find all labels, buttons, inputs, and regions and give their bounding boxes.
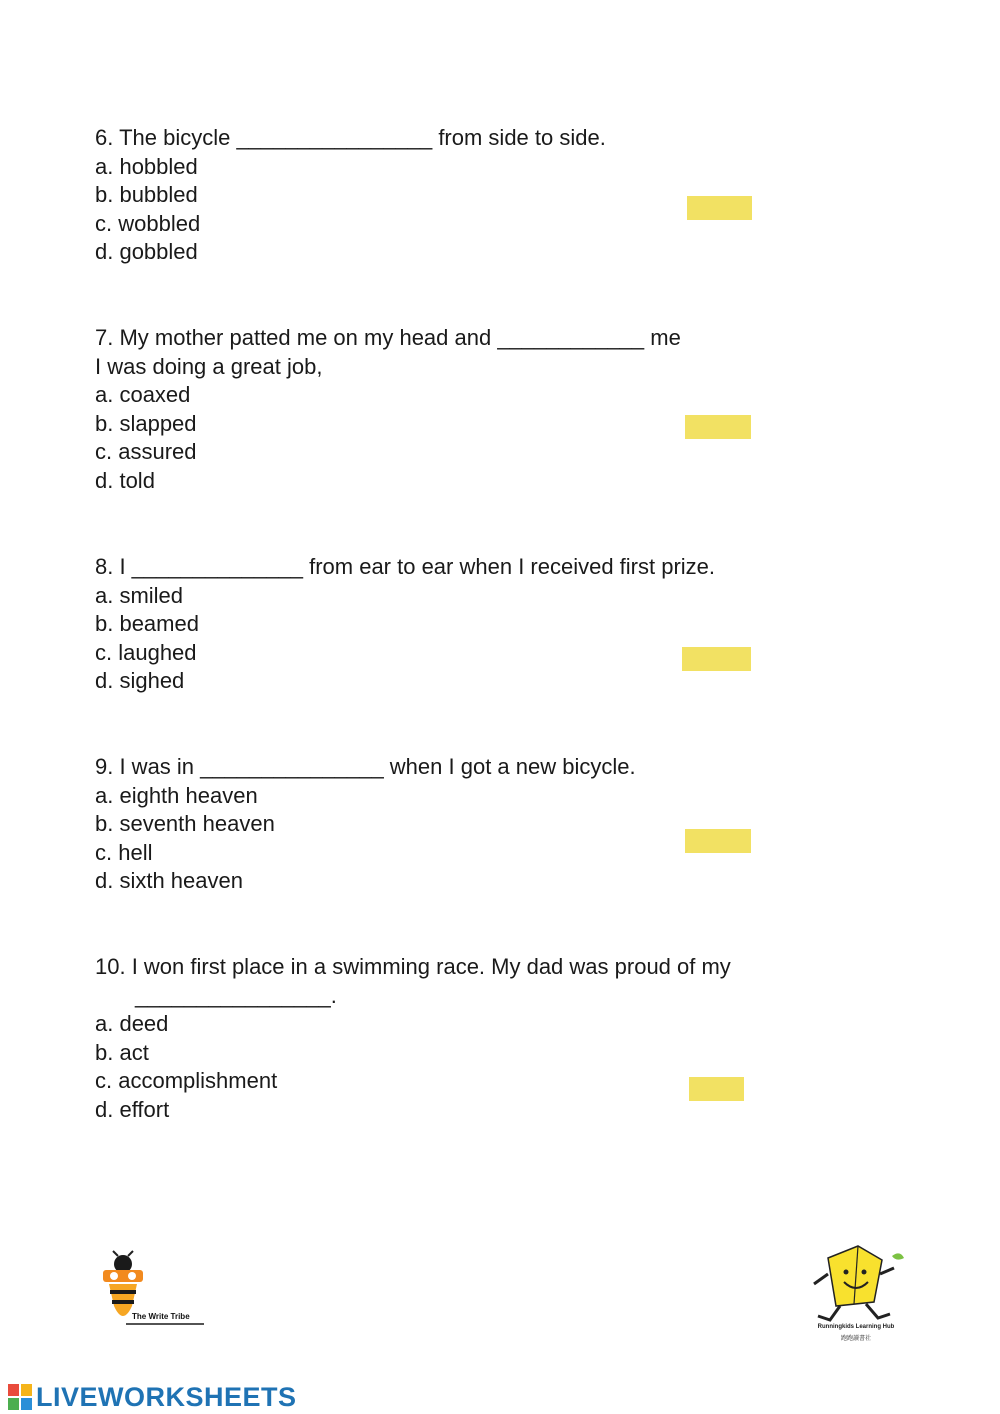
option-d: d. sighed (95, 668, 185, 694)
question-stem-continued: ________________. (135, 982, 337, 1008)
option-d: d. effort (95, 1096, 170, 1122)
question-stem-continued: I was doing a great job, (95, 353, 323, 379)
answer-input-7[interactable] (685, 415, 751, 439)
option-a: a. deed (95, 1011, 169, 1037)
option-b: b. slapped (95, 410, 197, 436)
option-c: c. laughed (95, 639, 197, 665)
option-a: a. hobbled (95, 153, 198, 179)
answer-input-9[interactable] (685, 829, 751, 853)
option-b: b. beamed (95, 611, 199, 637)
option-c: c. wobbled (95, 210, 201, 236)
option-a: a. coaxed (95, 382, 191, 408)
liveworksheets-brand (8, 1380, 297, 1414)
question-stem: 6. The bicycle ________________ from side to side. (95, 125, 606, 150)
question-9 (95, 753, 815, 896)
option-d: d. gobbled (95, 239, 198, 265)
question-8 (95, 553, 815, 696)
option-d: d. sixth heaven (95, 868, 243, 894)
option-b: b. act (95, 1039, 149, 1065)
question-stem: 7. My mother patted me on my head and ____________ me (95, 325, 681, 350)
runningkids-logo (806, 1244, 906, 1344)
option-a: a. smiled (95, 582, 184, 608)
answer-input-6[interactable] (687, 196, 752, 220)
option-d: d. told (95, 467, 155, 493)
question-stem: 8. I ______________ from ear to ear when I received first prize. (95, 554, 716, 579)
answer-input-10[interactable] (689, 1077, 744, 1101)
option-c: c. hell (95, 839, 153, 865)
liveworksheets-wordmark: LIVEWORKSHEETS (36, 1381, 297, 1412)
runningkids-sublabel: 跑跑讀書社 (840, 1336, 871, 1342)
question-stem: 10. I won first place in a swimming race. My dad was proud of my (95, 954, 731, 979)
write-tribe-logo (96, 1250, 208, 1330)
option-b: b. seventh heaven (95, 811, 275, 837)
option-b: b. bubbled (95, 182, 198, 208)
option-a: a. eighth heaven (95, 782, 258, 808)
runningkids-label: Runningkids Learning Hub (817, 1324, 895, 1330)
option-c: c. assured (95, 439, 197, 465)
write-tribe-label: The Write Tribe (132, 1312, 190, 1321)
running-book-icon (806, 1244, 906, 1324)
question-7 (95, 324, 815, 496)
option-c: c. accomplishment (95, 1068, 278, 1094)
liveworksheets-logo-icon (8, 1384, 32, 1410)
question-stem: 9. I was in _______________ when I got a new bicycle. (95, 754, 636, 779)
answer-input-8[interactable] (682, 647, 751, 671)
